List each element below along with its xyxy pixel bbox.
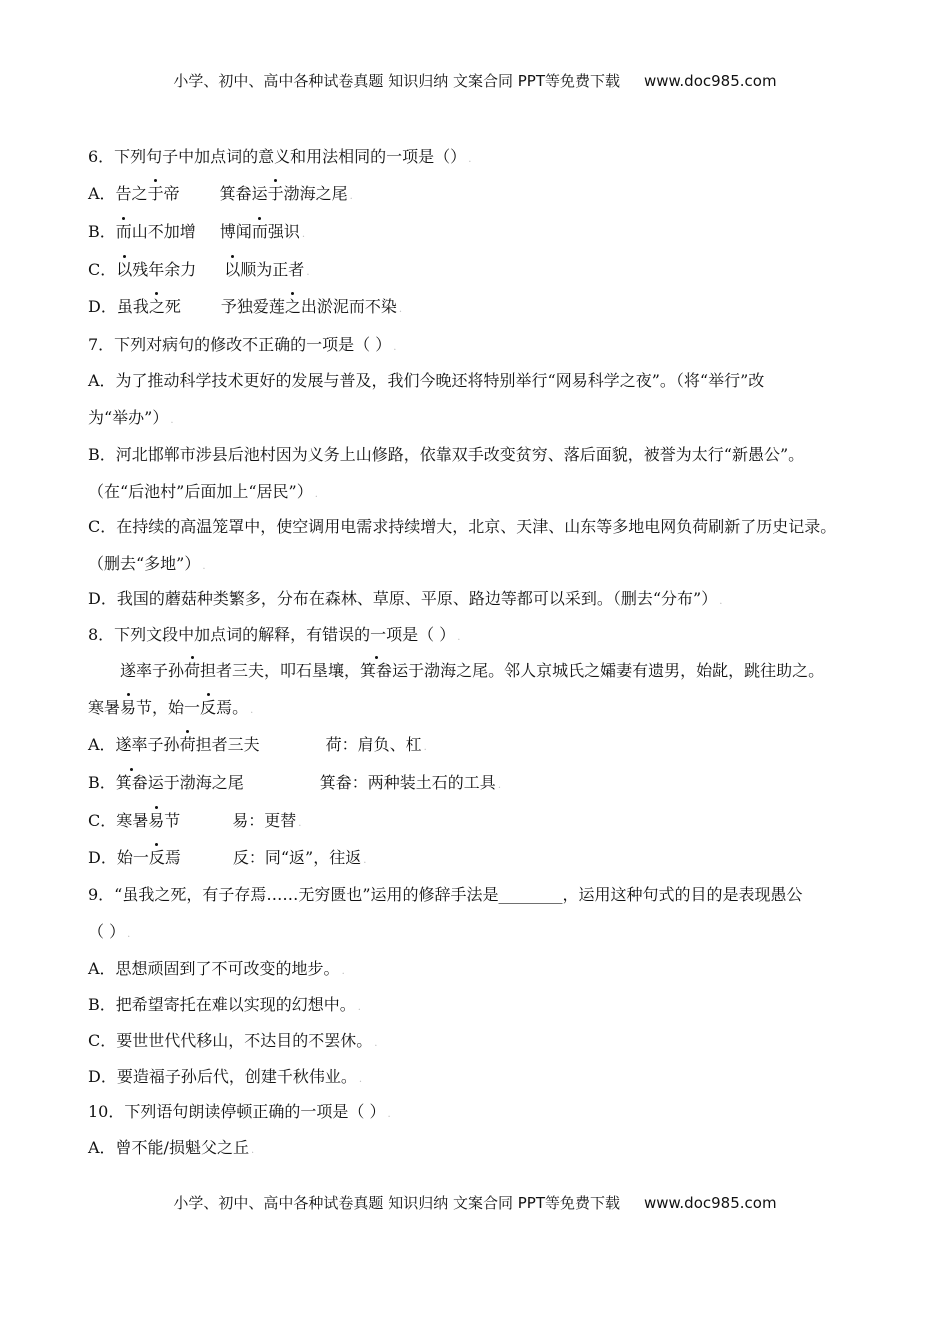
q9-option-a: A．思想顽固到了不可改变的地步。 .: [88, 959, 345, 978]
q8-option-a: A．遂率子孙荷担者三夫 荷：肩负、杠 .: [88, 735, 427, 754]
q8-option-d: D．始一反焉 反：同“返”，往返 .: [88, 848, 367, 867]
q8-option-b: B．箕畚运于渤海之尾 箕畚：两种装土石的工具 .: [88, 773, 501, 792]
q10-stem: 10．下列语句朗读停顿正确的一项是（ ） .: [88, 1102, 391, 1121]
q7-option-b: B．河北邯郸市涉县后池村因为义务上山修路，依靠双手改变贫穷、落后面貌，被誉为太行“新愚公”。: [88, 445, 805, 464]
q6-option-a: A．告之于帝 箕畚运于渤海之尾 .: [88, 184, 353, 203]
q9-stem: 9．“虽我之死，有子存焉……无穷匮也”运用的修辞手法是________，运用这种句式的目的是表现愚公: [88, 885, 803, 904]
q6-option-d: D．虽我之死 予独爱莲之出淤泥而不染 .: [88, 297, 403, 316]
q9-option-d: D．要造福子孙后代，创建千秋伟业。 .: [88, 1067, 363, 1086]
header-site: www.doc985.com: [643, 72, 777, 90]
page-footer: [0, 1192, 950, 1213]
header-text: 小学、初中、高中各种试卷真题 知识归纳 文案合同 PPT等免费下载: [173, 72, 620, 90]
q7-option-b-cont: （在“后池村”后面加上“居民”） .: [88, 482, 318, 501]
q7-option-c-cont: （删去“多地”） .: [88, 554, 206, 573]
q9-answer-paren: （ ） .: [88, 922, 131, 941]
q6-option-b: B．而山不加增 博闻而强识 .: [88, 222, 306, 241]
q10-option-a: A．曾不能/损魁父之丘 .: [88, 1138, 255, 1157]
footer-site: www.doc985.com: [643, 1194, 777, 1212]
q8-passage-line2: 寒暑易节，始一反焉。 .: [88, 698, 254, 717]
q8-option-c: C．寒暑易节 易：更替 .: [88, 811, 302, 830]
page-header: [0, 70, 950, 91]
q8-stem: 8．下列文段中加点词的解释，有错误的一项是（ ） .: [88, 625, 461, 644]
q7-option-d: D．我国的蘑菇种类繁多，分布在森林、草原、平原、路边等都可以采到。（删去“分布”） .: [88, 589, 723, 608]
q7-stem: 7．下列对病句的修改不正确的一项是（ ） .: [88, 335, 397, 354]
q7-option-a-cont: 为“举办”） .: [88, 408, 174, 427]
q7-option-a: A．为了推动科学技术更好的发展与普及，我们今晚还将特别举行“网易科学之夜”。（将“举行”改: [88, 371, 765, 390]
q6-stem: 6．下列句子中加点词的意义和用法相同的一项是（） .: [88, 147, 472, 166]
footer-text: 小学、初中、高中各种试卷真题 知识归纳 文案合同 PPT等免费下载: [173, 1194, 620, 1212]
q6-option-c: C．以残年余力 以顺为正者 .: [88, 260, 310, 279]
q8-passage-line1: 遂率子孙荷担者三夫，叩石垦壤，箕畚运于渤海之尾。邻人京城氏之孀妻有遗男，始龀，跳往助之。: [120, 661, 825, 680]
q9-option-c: C．要世世代代移山，不达目的不罢休。 .: [88, 1031, 378, 1050]
q9-option-b: B．把希望寄托在难以实现的幻想中。 .: [88, 995, 361, 1014]
q7-option-c: C．在持续的高温笼罩中，使空调用电需求持续增大，北京、天津、山东等多地电网负荷刷新了历史记录。: [88, 517, 837, 536]
